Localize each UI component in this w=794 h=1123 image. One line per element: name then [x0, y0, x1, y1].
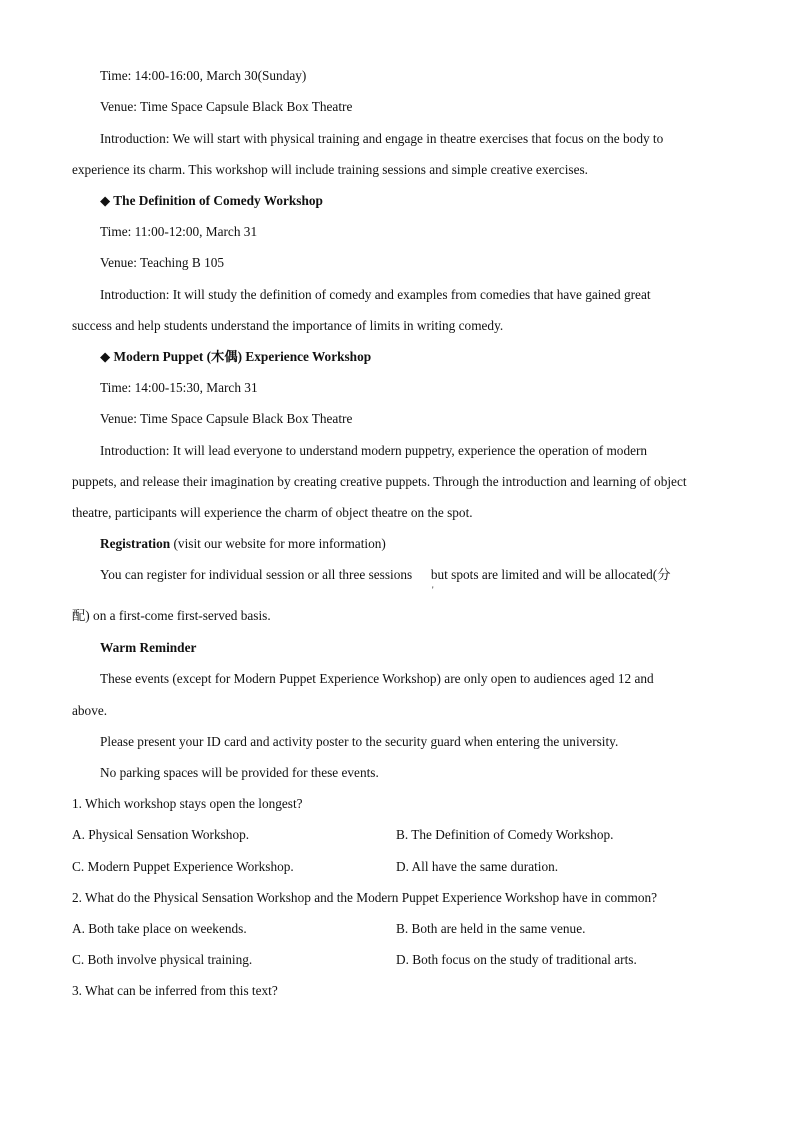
reminder-line3: Please present your ID card and activity poster to the security guard when entering the university.	[100, 734, 619, 749]
workshop2-venue: Venue: Teaching B 105	[100, 255, 225, 270]
workshop3-heading: ◆ Modern Puppet (木偶) Experience Workshop	[100, 349, 372, 364]
registration-label: Registration	[100, 536, 171, 551]
reminder-line2: above.	[72, 703, 108, 718]
question2-option-d: D. Both focus on the study of traditional arts.	[396, 952, 637, 967]
question2-option-c: C. Both involve physical training.	[72, 952, 253, 967]
workshop2-intro-line1: Introduction: It will study the definition of comedy and examples from comedies that have gained great	[100, 287, 651, 302]
workshop1-intro-line2: experience its charm. This workshop will include training sessions and simple creative exercises.	[72, 162, 588, 177]
workshop2-heading: ◆ The Definition of Comedy Workshop	[100, 193, 323, 208]
workshop3-venue: Venue: Time Space Capsule Black Box Theatre	[100, 411, 353, 426]
workshop2-intro-line2: success and help students understand the importance of limits in writing comedy.	[72, 318, 504, 333]
registration-line1-part2: but spots are limited and will be allocated(分	[430, 567, 671, 582]
reminder-line1: These events (except for Modern Puppet Experience Workshop) are only open to audiences aged 12 and	[100, 671, 654, 686]
workshop3-intro-line1: Introduction: It will lead everyone to understand modern puppetry, experience the operation of modern	[100, 443, 648, 458]
reminder-line4: No parking spaces will be provided for these events.	[100, 765, 379, 780]
question3-stem: 3. What can be inferred from this text?	[72, 983, 278, 998]
registration-line1-mark: '	[432, 585, 434, 595]
workshop1-venue: Venue: Time Space Capsule Black Box Theatre	[100, 99, 353, 114]
question1-option-b: B. The Definition of Comedy Workshop.	[396, 827, 614, 842]
question2-option-a: A. Both take place on weekends.	[72, 921, 247, 936]
workshop3-intro-line2: puppets, and release their imagination by creating creative puppets. Through the introduction and learning of object	[72, 474, 687, 489]
workshop3-time: Time: 14:00-15:30, March 31	[100, 380, 258, 395]
question1-option-d: D. All have the same duration.	[396, 859, 559, 874]
question1-option-a: A. Physical Sensation Workshop.	[72, 827, 250, 842]
workshop3-intro-line3: theatre, participants will experience the charm of object theatre on the spot.	[72, 505, 473, 520]
registration-line1-part1: You can register for individual session or all three sessions	[100, 567, 413, 582]
reminder-heading: Warm Reminder	[100, 640, 197, 655]
workshop2-time: Time: 11:00-12:00, March 31	[100, 224, 258, 239]
workshop1-time: Time: 14:00-16:00, March 30(Sunday)	[100, 68, 307, 83]
question2-option-b: B. Both are held in the same venue.	[396, 921, 586, 936]
registration-line2: 配) on a first-come first-served basis.	[72, 608, 271, 623]
registration-note: (visit our website for more information)	[170, 536, 386, 551]
registration-line1	[100, 567, 671, 583]
question2-stem: 2. What do the Physical Sensation Workshop and the Modern Puppet Experience Workshop have in common?	[72, 890, 658, 905]
registration-heading	[100, 536, 386, 552]
workshop1-intro-line1: Introduction: We will start with physical training and engage in theatre exercises that focus on the body to	[100, 131, 664, 146]
question1-stem: 1. Which workshop stays open the longest?	[72, 796, 303, 811]
question1-option-c: C. Modern Puppet Experience Workshop.	[72, 859, 294, 874]
